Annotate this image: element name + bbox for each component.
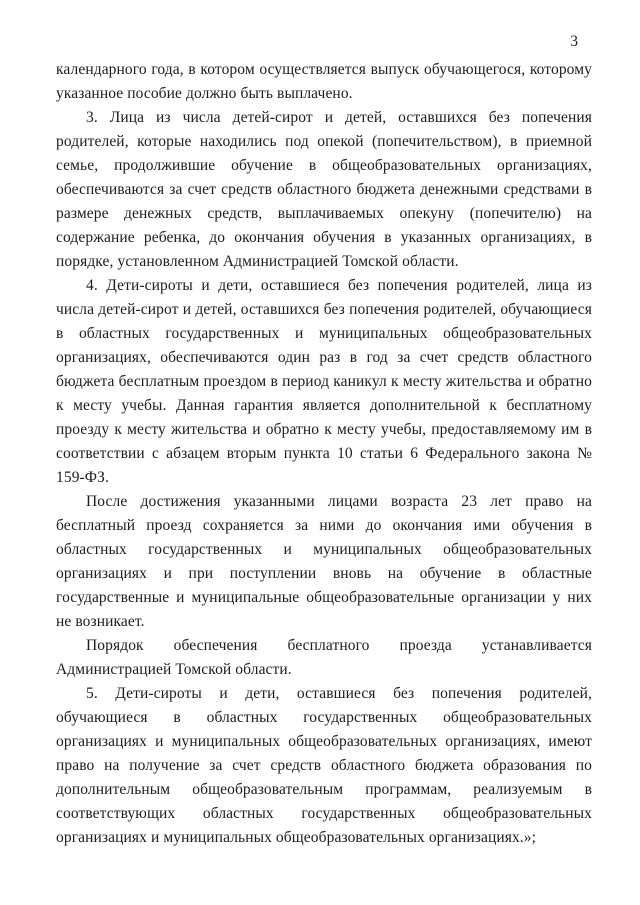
paragraph-item-4: 4. Дети-сироты и дети, оставшиеся без попечения родителей, лица из числа детей-сирот и детей, оставшихся без попечения родителей, обучающиеся в областных государственных и муниципальных общеобразовательных организациях, обеспечиваются один раз в год за счет средств областного бюджета бесплатным проездом в период каникул к месту жительства и обратно к месту учебы. Данная гарантия является дополнительной к бесплатному проезду к месту жительства и обратно к месту учебы, предоставляемому им в соответствии с абзацем вторым пункта 10 статьи 6 Федерального закона № 159-ФЗ.: [56, 277, 592, 486]
document-body: [56, 58, 592, 850]
paragraph-continuation: календарного года, в котором осуществляется выпуск обучающегося, которому указанное пособие должно быть выплачено.: [56, 61, 592, 102]
paragraph-procedure: Порядок обеспечения бесплатного проезда устанавливается Администрацией Томской области.: [56, 637, 592, 678]
page-number: 3: [570, 33, 578, 50]
paragraph-item-5: 5. Дети-сироты и дети, оставшиеся без попечения родителей, обучающиеся в областных государственных общеобразовательных организациях и муниципальных общеобразовательных организациях, имеют право на получение за счет средств областного бюджета образования по дополнительным общеобразовательным программам, реализуемым в соответствующих областных государственных общеобразовательных организациях и муниципальных общеобразовательных организациях.»;: [56, 685, 592, 846]
paragraph-age-23: После достижения указанными лицами возраста 23 лет право на бесплатный проезд сохраняется за ними до окончания ими обучения в областных государственных и муниципальных общеобразовательных организациях и при поступлении вновь на обучение в областные государственные и муниципальные общеобразовательные организации у них не возникает.: [56, 493, 592, 630]
paragraph-item-3: 3. Лица из числа детей-сирот и детей, оставшихся без попечения родителей, которые находились под опекой (попечительством), в приемной семье, продолжившие обучение в общеобразовательных организациях, обеспечиваются за счет средств областного бюджета денежными средствами в размере денежных средств, выплачиваемых опекуну (попечителю) на содержание ребенка, до окончания обучения в указанных организациях, в порядке, установленном Администрацией Томской области.: [56, 109, 592, 270]
